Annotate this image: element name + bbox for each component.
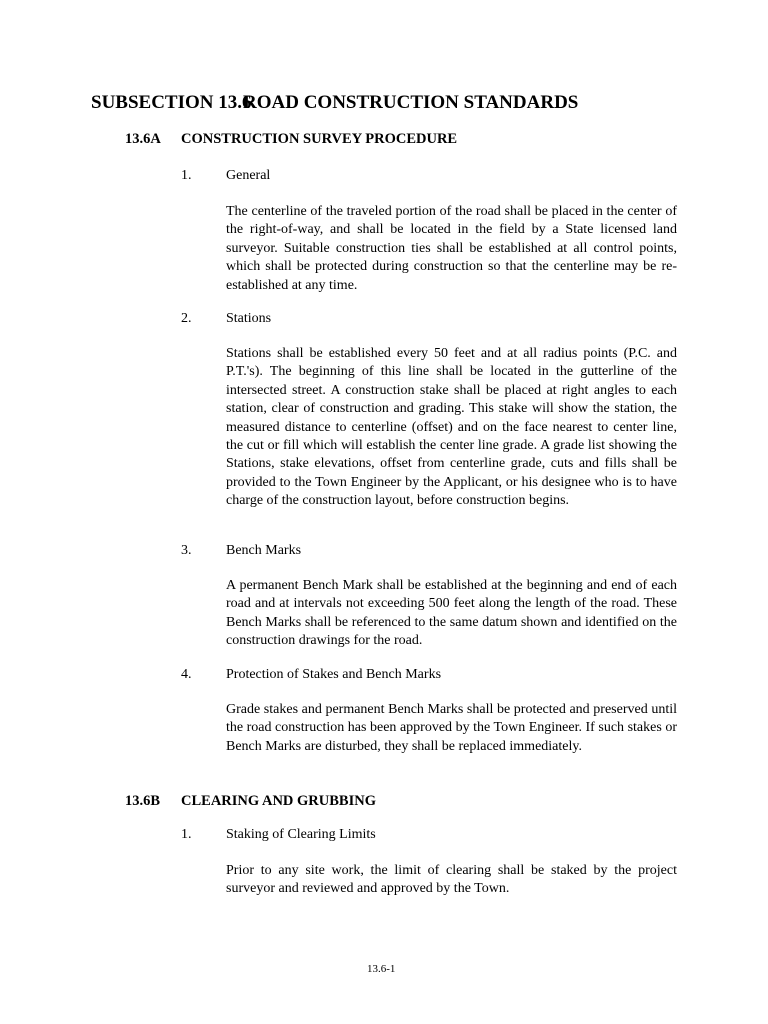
item-number: 4. xyxy=(181,667,192,682)
subsection-label: SUBSECTION 13.6 xyxy=(91,92,252,113)
item-paragraph: A permanent Bench Mark shall be established at the beginning and end of each road and at intervals not exceeding 500 feet along the length of the road. These Bench Marks shall be referenced to the same datum shown and identified on the construction drawings for the road. xyxy=(226,578,677,649)
item-paragraph: Prior to any site work, the limit of clearing shall be staked by the project surveyor and reviewed and approved by the Town. xyxy=(226,863,677,897)
item-paragraph: Grade stakes and permanent Bench Marks shall be protected and preserved until the road construction has been approved by the Town Engineer. If such stakes or Bench Marks are disturbed, they shall be replaced immediately. xyxy=(226,702,677,754)
item-heading: Bench Marks xyxy=(226,543,302,558)
section-number: 13.6A xyxy=(125,131,161,147)
item-number: 1. xyxy=(181,827,192,842)
item-number: 2. xyxy=(181,311,192,326)
item-paragraph: The centerline of the traveled portion of the road shall be placed in the center of the right-of-way, and shall be located in the field by a State licensed land surveyor. Suitable construction ties shall be established at all control points, which shall be protected during construction so that the centerline may be re-established at any time. xyxy=(226,204,677,293)
item-heading: Staking of Clearing Limits xyxy=(226,827,376,842)
item-heading: General xyxy=(226,168,271,183)
item-paragraph: Stations shall be established every 50 feet and at all radius points (P.C. and P.T.'s). The beginning of this line shall be located in the gutterline of the intersected street. A construction stake shall be placed at right angles to each station, clear of construction and grading. This stake will show the station, the measured distance to centerline (offset) and on the face nearest to center line, the cut or fill which will establish the center line grade. A grade list showing the Stations, stake elevations, offset from centerline grade, cuts and fills shall be provided to the Town Engineer by the Applicant, or his designee who is to have charge of the construction layout, before construction begins. xyxy=(226,346,677,509)
section-title: CLEARING AND GRUBBING xyxy=(181,793,376,809)
section-number: 13.6B xyxy=(125,793,161,809)
item-number: 1. xyxy=(181,168,192,183)
item-heading: Protection of Stakes and Bench Marks xyxy=(226,667,442,682)
item-heading: Stations xyxy=(226,311,272,326)
subsection-title: ROAD CONSTRUCTION STANDARDS xyxy=(243,92,579,113)
item-number: 3. xyxy=(181,543,192,558)
page-number: 13.6-1 xyxy=(367,963,396,975)
section-title: CONSTRUCTION SURVEY PROCEDURE xyxy=(181,131,458,147)
